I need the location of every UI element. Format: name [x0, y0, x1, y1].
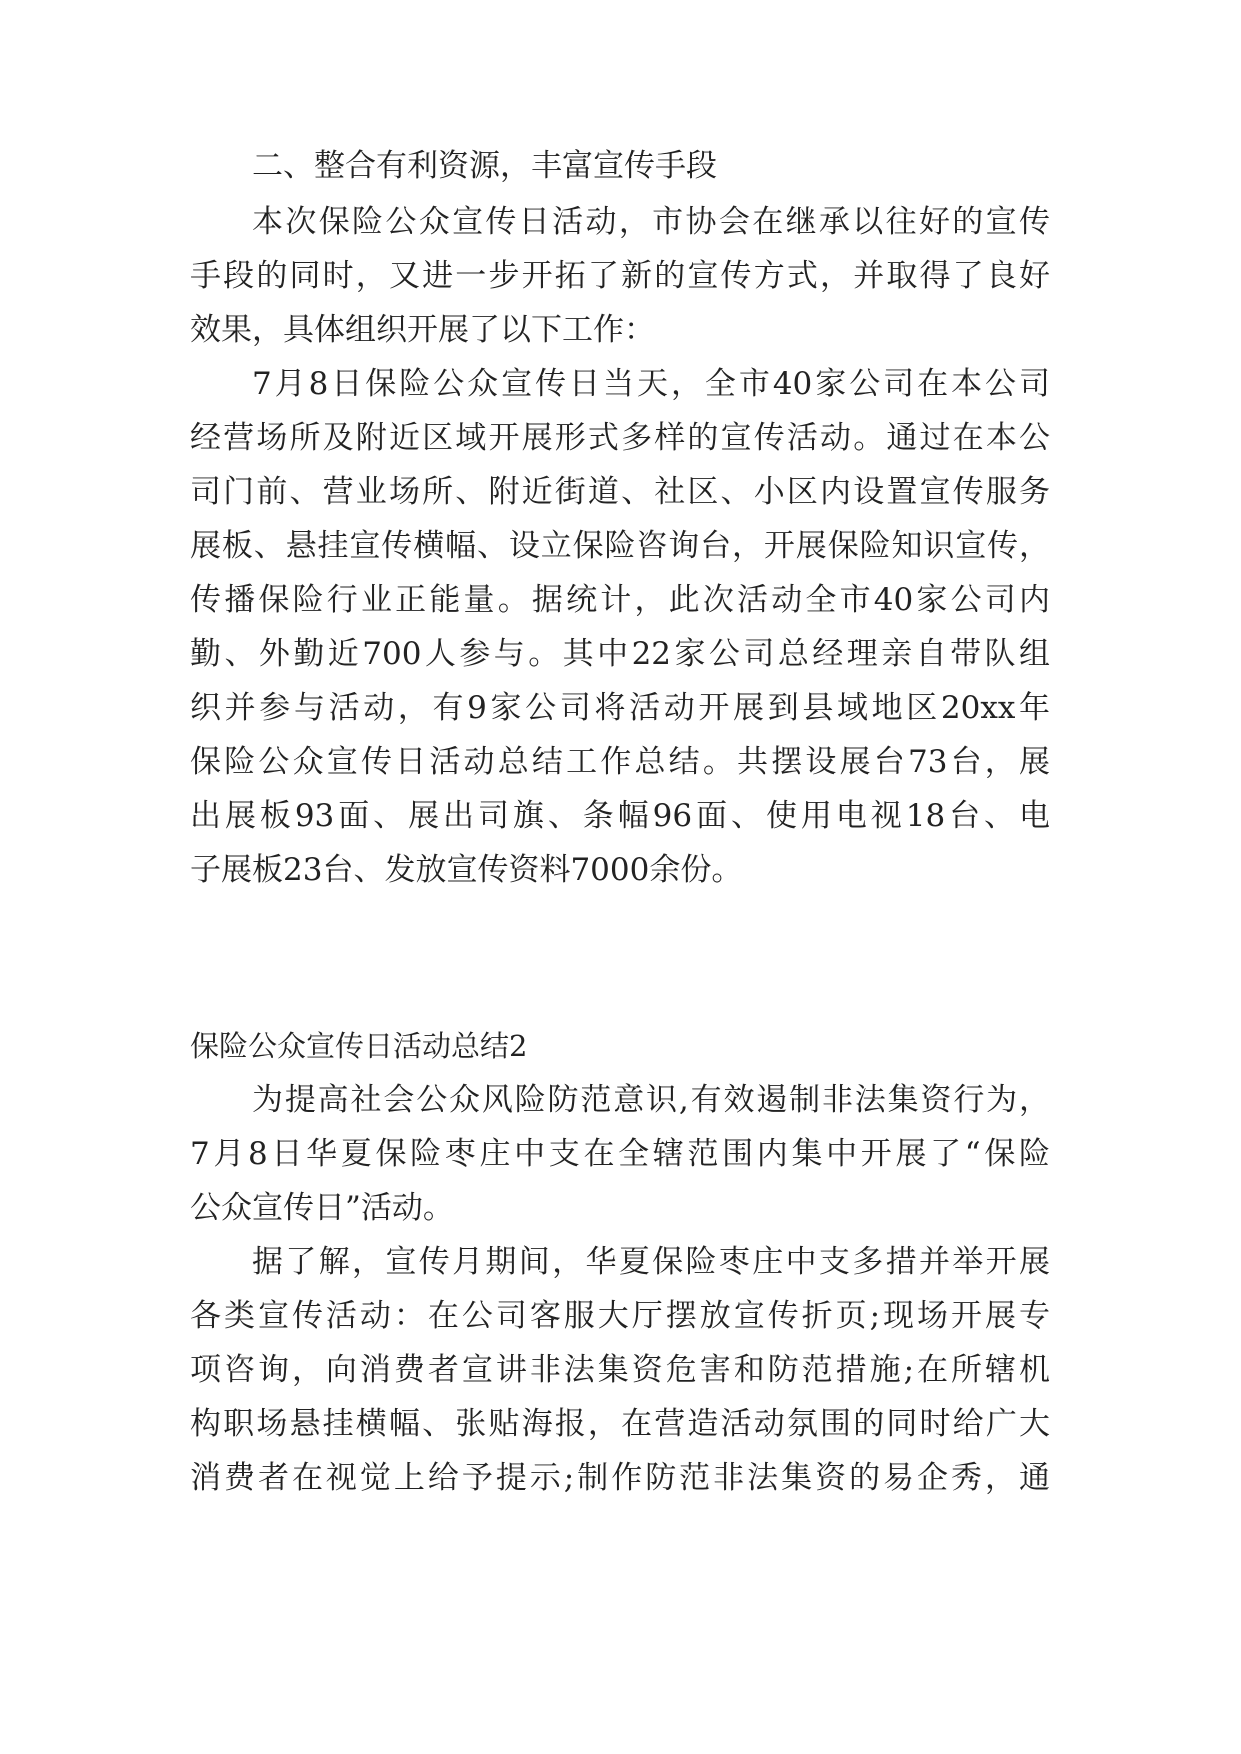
paragraph-line: 构职场悬挂横幅、张贴海报，在营造活动氛围的同时给广大: [190, 1406, 1050, 1442]
paragraph-line: 7月8日华夏保险枣庄中支在全辖范围内集中开展了“保险: [190, 1136, 1050, 1172]
paragraph-line: 为提高社会公众风险防范意识,有效遏制非法集资行为，: [252, 1082, 1050, 1118]
paragraph-line: 据了解，宣传月期间，华夏保险枣庄中支多措并举开展: [252, 1244, 1050, 1280]
section-heading: 二、整合有利资源，丰富宣传手段: [252, 148, 717, 184]
paragraph-line: 织并参与活动，有9家公司将活动开展到县域地区20xx年: [190, 690, 1050, 726]
paragraph-line: 效果，具体组织开展了以下工作：: [190, 312, 655, 348]
paragraph-line: 本次保险公众宣传日活动，市协会在继承以往好的宣传: [252, 204, 1050, 240]
paragraph-line: 子展板23台、发放宣传资料7000余份。: [190, 852, 743, 888]
paragraph-line: 保险公众宣传日活动总结工作总结。共摆设展台73台，展: [190, 744, 1050, 780]
paragraph-line: 各类宣传活动：在公司客服大厅摆放宣传折页;现场开展专: [190, 1298, 1050, 1334]
paragraph-line: 项咨询，向消费者宣讲非法集资危害和防范措施;在所辖机: [190, 1352, 1050, 1388]
paragraph-line: 公众宣传日”活动。: [190, 1190, 454, 1226]
paragraph-line: 传播保险行业正能量。据统计，此次活动全市40家公司内: [190, 582, 1050, 618]
section-heading: 保险公众宣传日活动总结2: [190, 1029, 528, 1063]
paragraph-line: 司门前、营业场所、附近街道、社区、小区内设置宣传服务: [190, 474, 1050, 510]
paragraph-line: 7月8日保险公众宣传日当天，全市40家公司在本公司: [252, 366, 1050, 402]
paragraph-line: 勤、外勤近700人参与。其中22家公司总经理亲自带队组: [190, 636, 1050, 672]
paragraph-line: 手段的同时，又进一步开拓了新的宣传方式，并取得了良好: [190, 258, 1050, 294]
paragraph-line: 展板、悬挂宣传横幅、设立保险咨询台，开展保险知识宣传，: [190, 528, 1050, 564]
paragraph-line: 消费者在视觉上给予提示;制作防范非法集资的易企秀，通: [190, 1460, 1050, 1496]
paragraph-line: 经营场所及附近区域开展形式多样的宣传活动。通过在本公: [190, 420, 1050, 456]
paragraph-line: 出展板93面、展出司旗、条幅96面、使用电视18台、电: [190, 798, 1050, 834]
